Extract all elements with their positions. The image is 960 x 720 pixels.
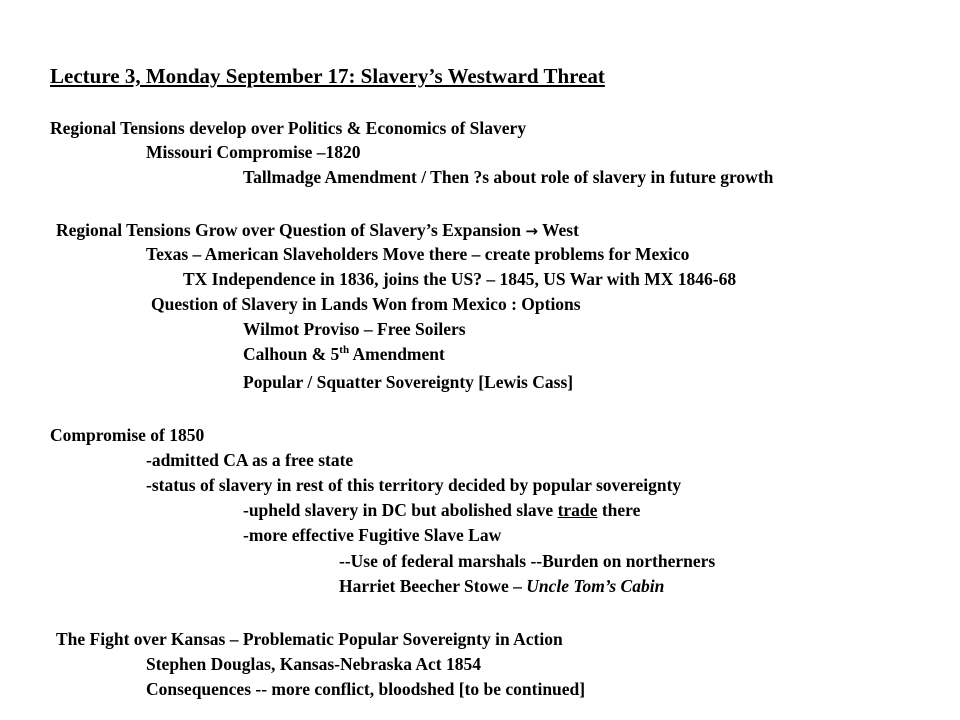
tx-independence-line: TX Independence in 1836, joins the US? – 1845, US War with MX 1846-68 — [183, 269, 737, 289]
status-of-slavery-line: -status of slavery in rest of this territory decided by popular sovereignty — [146, 475, 682, 495]
consequences-line: Consequences -- more conflict, bloodshed [to be continued] — [146, 679, 586, 699]
amendment-text: Amendment — [349, 344, 445, 364]
tallmadge-amendment-line: Tallmadge Amendment / Then ?s about role of slavery in future growth — [243, 167, 774, 187]
missouri-compromise-line: Missouri Compromise –1820 — [146, 142, 361, 162]
section-heading-fight-over-kansas: The Fight over Kansas – Problematic Popular Sovereignty in Action — [56, 629, 563, 649]
calhoun-text: Calhoun & 5 — [243, 344, 340, 364]
calhoun-amendment-line — [243, 344, 445, 364]
question-of-slavery-line: Question of Slavery in Lands Won from Mexico : Options — [151, 294, 581, 314]
heading-text-west: West — [541, 220, 579, 240]
section-heading-compromise-1850: Compromise of 1850 — [50, 425, 205, 445]
underlined-trade: trade — [557, 500, 598, 520]
section-heading-slavery-expansion — [56, 220, 579, 241]
heading-text: Regional Tensions Grow over Question of Slavery’s Expansion — [56, 220, 521, 240]
lecture-title: Lecture 3, Monday September 17: Slavery’s Westward Threat — [50, 64, 605, 88]
popular-sovereignty-line: Popular / Squatter Sovereignty [Lewis Cass] — [243, 372, 574, 392]
federal-marshals-line: --Use of federal marshals --Burden on northerners — [339, 551, 716, 571]
upheld-text: -upheld slavery in DC but abolished slave — [243, 500, 558, 520]
book-title: Uncle Tom’s Cabin — [526, 576, 665, 596]
ordinal-suffix: th — [339, 344, 350, 357]
harriet-beecher-stowe-line — [339, 576, 664, 596]
there-text: there — [597, 500, 641, 520]
wilmot-proviso-line: Wilmot Proviso – Free Soilers — [243, 319, 466, 339]
admitted-ca-line: -admitted CA as a free state — [146, 450, 354, 470]
right-arrow-icon: → — [525, 222, 538, 240]
upheld-slavery-dc-line — [243, 500, 640, 520]
stowe-text: Harriet Beecher Stowe – — [339, 576, 527, 596]
section-heading-regional-tensions-politics: Regional Tensions develop over Politics & Economics of Slavery — [50, 118, 527, 138]
fugitive-slave-law-line: -more effective Fugitive Slave Law — [243, 525, 502, 545]
stephen-douglas-line: Stephen Douglas, Kansas-Nebraska Act 1854 — [146, 654, 481, 674]
texas-slaveholders-line: Texas – American Slaveholders Move there – create problems for Mexico — [146, 244, 690, 264]
